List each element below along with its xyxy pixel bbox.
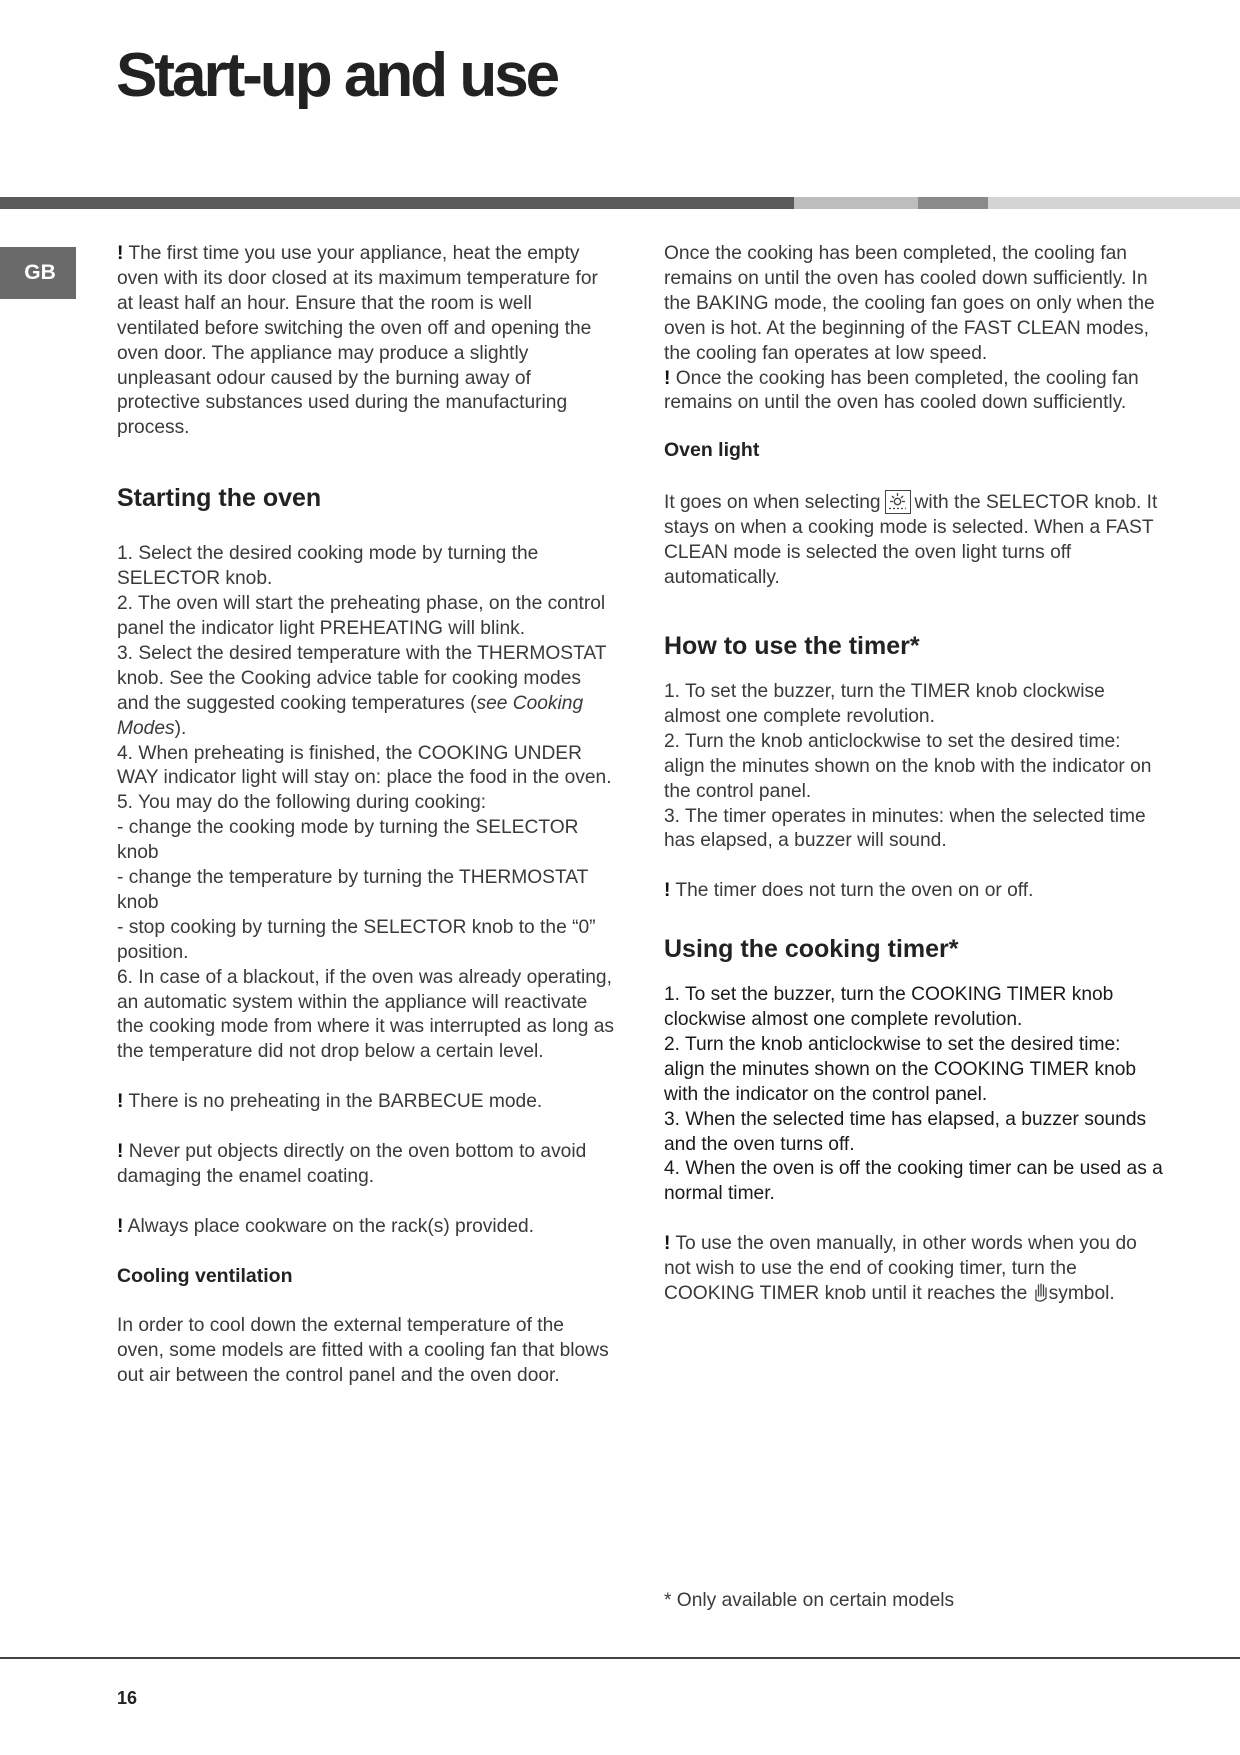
timer-step: 3. The timer operates in minutes: when the selected time has elapsed, a buzzer will sound. <box>664 805 1146 852</box>
warning-mark: ! <box>117 243 124 264</box>
step: - change the cooking mode by turning the SELECTOR knob <box>117 817 579 864</box>
warning-note: ! Once the cooking has been completed, the cooling fan remains on until the oven has cooled down sufficiently. <box>664 367 1139 414</box>
page-title: Start-up and use <box>116 41 558 110</box>
oven-light-icon <box>885 490 911 514</box>
cooking-timer-step: 1. To set the buzzer, turn the COOKING TIMER knob clockwise almost one complete revolution. <box>664 984 1114 1031</box>
cooling-heading: Cooling ventilation <box>117 1265 293 1288</box>
step: 6. In case of a blackout, if the oven was already operating, an automatic system within the appliance will reactivate the cooking mode from where it was interrupted as long as the temperature did not drop below a certain level. <box>117 966 615 1063</box>
timer-step: 1. To set the buzzer, turn the TIMER knob clockwise almost one complete revolution. <box>664 680 1105 727</box>
cooking-timer-step: 4. When the oven is off the cooking timer can be used as a normal timer. <box>664 1158 1163 1205</box>
cooling-continued: Once the cooking has been completed, the cooling fan remains on until the oven has cooled down sufficiently. In the BAKING mode, the cooling fan goes on only when the oven is hot. At the beginning of the FAST CLEAN modes, the cooling fan operates at low speed. <box>664 243 1155 364</box>
intro-paragraph: ! The first time you use your appliance, heat the empty oven with its door closed at its maximum temperature for at least half an hour. Ensure that the room is well ventilated before switching the oven off and opening the oven door. The appliance may produce a slightly unpleasant odour caused by the burning away of protective substances used during the manufacturing process. <box>117 243 598 439</box>
step: - change the temperature by turning the THERMOSTAT knob <box>117 867 589 913</box>
footnote: * Only available on certain models <box>664 1590 955 1611</box>
header-bar-segment <box>918 197 988 209</box>
oven-light-text: It goes on when selecting with the SELECTOR knob. It stays on when a cooking mode is selected. When a FAST CLEAN mode is selected the oven light turns off automatically. <box>664 492 1158 589</box>
step: - stop cooking by turning the SELECTOR knob to the “0” position. <box>117 916 596 963</box>
cooling-text: In order to cool down the external temperature of the oven, some models are fitted with a cooling fan that blows out air between the control panel and the oven door. <box>117 1315 609 1387</box>
warning-note: ! The timer does not turn the oven on or off. <box>664 880 1034 902</box>
hand-icon <box>1033 1282 1049 1310</box>
header-bar-segment <box>988 197 1240 209</box>
cooking-timer-step: 3. When the selected time has elapsed, a buzzer sounds and the oven turns off. <box>664 1108 1147 1155</box>
step: 1. Select the desired cooking mode by turning the SELECTOR knob. <box>117 543 539 590</box>
warning-note: ! To use the oven manually, in other words when you do not wish to use the end of cooking timer, turn the COOKING TIMER knob until it reaches the symbol. <box>664 1232 1164 1310</box>
oven-light-heading: Oven light <box>664 439 760 462</box>
step: 3. Select the desired temperature with the THERMOSTAT knob. See the Cooking advice table for cooking modes and the suggested cooking temperatures (see Cooking Modes). <box>117 642 607 739</box>
cooking-timer-step: 2. Turn the knob anticlockwise to set the desired time: align the minutes shown on the COOKING TIMER knob with the indicator on the control panel. <box>664 1033 1137 1105</box>
step: 2. The oven will start the preheating phase, on the control panel the indicator light PREHEATING will blink. <box>117 593 606 639</box>
header-bar-segment <box>794 197 918 209</box>
warning-note: ! Always place cookware on the rack(s) provided. <box>117 1215 534 1237</box>
page-number: 16 <box>117 1688 138 1708</box>
left-column <box>117 242 615 1389</box>
timer-step: 2. Turn the knob anticlockwise to set the desired time: align the minutes shown on the knob with the indicator on the control panel. <box>664 730 1152 802</box>
language-tab: GB <box>0 247 76 299</box>
timer-heading: How to use the timer* <box>664 631 920 660</box>
footer-rule <box>0 1657 1240 1659</box>
right-column <box>664 242 1164 1310</box>
header-bar <box>0 197 794 209</box>
starting-heading: Starting the oven <box>117 484 322 513</box>
step: 5. You may do the following during cooking: <box>117 792 487 814</box>
step: 4. When preheating is finished, the COOKING UNDER WAY indicator light will stay on: place the food in the oven. <box>117 742 612 789</box>
warning-note: ! Never put objects directly on the oven bottom to avoid damaging the enamel coating. <box>117 1140 587 1187</box>
warning-note: ! There is no preheating in the BARBECUE mode. <box>117 1091 543 1113</box>
cooking-timer-heading: Using the cooking timer* <box>664 935 959 964</box>
